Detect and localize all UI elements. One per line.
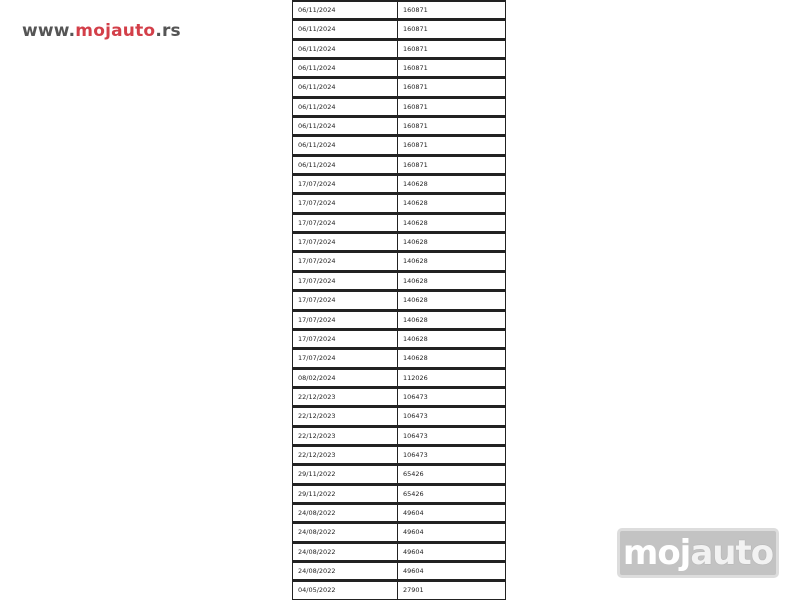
mileage-cell: 160871: [403, 83, 428, 92]
table-row: [292, 97, 506, 116]
mileage-cell: 140628: [403, 199, 428, 208]
mileage-cell: 160871: [403, 122, 428, 131]
site-url-brand: mojauto: [75, 21, 156, 41]
date-cell: 24/08/2022: [293, 563, 398, 579]
table-row: [292, 522, 506, 541]
mileage-cell: 106473: [403, 412, 428, 421]
table-row: [292, 329, 506, 348]
date-cell: 06/11/2024: [293, 60, 398, 76]
table-row: [292, 368, 506, 387]
mileage-history-table: [292, 0, 506, 600]
date-cell: 06/11/2024: [293, 157, 398, 173]
mileage-cell: 106473: [403, 431, 428, 440]
mileage-cell: 140628: [403, 257, 428, 266]
site-url-watermark: [22, 20, 181, 42]
date-cell: 06/11/2024: [293, 118, 398, 134]
table-row: [292, 193, 506, 212]
mileage-cell: 140628: [403, 180, 428, 189]
table-row: [292, 116, 506, 135]
table-row: [292, 426, 506, 445]
table-row: [292, 464, 506, 483]
table-row: [292, 251, 506, 270]
mileage-cell: 65426: [403, 470, 424, 479]
date-cell: 22/12/2023: [293, 408, 398, 424]
date-cell: 22/12/2023: [293, 447, 398, 463]
mileage-cell: 160871: [403, 6, 428, 14]
date-cell: 29/11/2022: [293, 466, 398, 482]
mileage-cell: 49604: [403, 547, 424, 556]
mileage-cell: 160871: [403, 160, 428, 169]
mileage-cell: 160871: [403, 44, 428, 53]
mileage-cell: 140628: [403, 334, 428, 343]
mileage-cell: 140628: [403, 315, 428, 324]
table-row: [292, 39, 506, 58]
mileage-cell: 140628: [403, 354, 428, 363]
mileage-cell: 65426: [403, 489, 424, 498]
mileage-cell: 49604: [403, 528, 424, 537]
mileage-cell: 140628: [403, 218, 428, 227]
date-cell: 17/07/2024: [293, 253, 398, 269]
table-row: [292, 542, 506, 561]
date-cell: 17/07/2024: [293, 350, 398, 366]
mileage-cell: 140628: [403, 238, 428, 247]
date-cell: 06/11/2024: [293, 79, 398, 95]
mileage-cell: 112026: [403, 373, 428, 382]
table-row: [292, 155, 506, 174]
table-row: [292, 445, 506, 464]
table-row: [292, 406, 506, 425]
date-cell: 17/07/2024: [293, 273, 398, 289]
table-row: [292, 77, 506, 96]
date-cell: 06/11/2024: [293, 21, 398, 37]
mileage-cell: 160871: [403, 25, 428, 34]
date-cell: 17/07/2024: [293, 312, 398, 328]
date-cell: 17/07/2024: [293, 234, 398, 250]
mojauto-logo-watermark: [617, 528, 779, 578]
table-row: [292, 135, 506, 154]
mileage-cell: 49604: [403, 566, 424, 575]
table-row: [292, 310, 506, 329]
table-row: [292, 348, 506, 367]
mileage-cell: 49604: [403, 508, 424, 517]
table-row: [292, 290, 506, 309]
table-row: [292, 19, 506, 38]
mileage-cell: 140628: [403, 296, 428, 305]
table-row: [292, 387, 506, 406]
table-row: [292, 58, 506, 77]
table-row: [292, 503, 506, 522]
date-cell: 17/07/2024: [293, 195, 398, 211]
mileage-cell: 160871: [403, 64, 428, 73]
logo-text-moj: moj: [622, 533, 691, 573]
date-cell: 24/08/2022: [293, 524, 398, 540]
logo-text-auto: auto: [690, 533, 774, 573]
date-cell: 06/11/2024: [293, 99, 398, 115]
date-cell: 08/02/2024: [293, 370, 398, 386]
date-cell: 17/07/2024: [293, 331, 398, 347]
mileage-cell: 27901: [403, 586, 424, 595]
date-cell: 17/07/2024: [293, 176, 398, 192]
table-row: [292, 0, 506, 19]
date-cell: 06/11/2024: [293, 2, 398, 18]
date-cell: 06/11/2024: [293, 41, 398, 57]
date-cell: 24/08/2022: [293, 544, 398, 560]
mileage-cell: 140628: [403, 276, 428, 285]
mileage-cell: 160871: [403, 141, 428, 150]
date-cell: 04/05/2022: [293, 582, 398, 598]
table-row: [292, 213, 506, 232]
table-row: [292, 580, 506, 599]
table-row: [292, 561, 506, 580]
table-row: [292, 271, 506, 290]
table-row: [292, 484, 506, 503]
site-url-prefix: www.: [22, 21, 76, 41]
site-url-suffix: .rs: [155, 21, 181, 41]
date-cell: 22/12/2023: [293, 428, 398, 444]
date-cell: 17/07/2024: [293, 215, 398, 231]
date-cell: 17/07/2024: [293, 292, 398, 308]
mileage-cell: 106473: [403, 392, 428, 401]
date-cell: 24/08/2022: [293, 505, 398, 521]
mileage-cell: 106473: [403, 450, 428, 459]
date-cell: 06/11/2024: [293, 137, 398, 153]
mileage-cell: 160871: [403, 102, 428, 111]
date-cell: 29/11/2022: [293, 486, 398, 502]
date-cell: 22/12/2023: [293, 389, 398, 405]
table-row: [292, 174, 506, 193]
table-row: [292, 232, 506, 251]
